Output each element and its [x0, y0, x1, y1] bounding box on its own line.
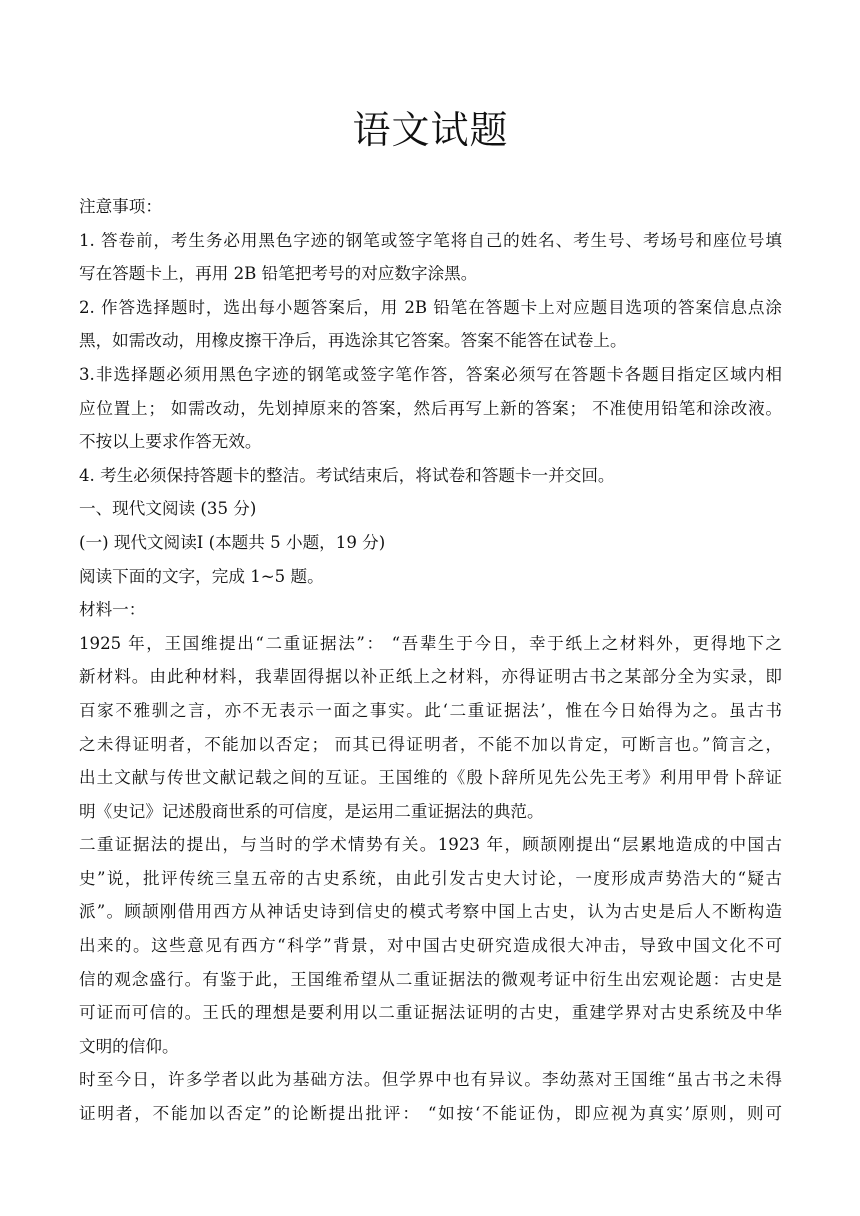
text-line: 3.非选择题必须用黑色字迹的钢笔或签字笔作答，答案必须写在答题卡各题目指定区域内相 [79, 364, 782, 384]
text-line: 不按以上要求作答无效。 [79, 432, 262, 452]
text-line: 百家不雅驯之言，亦不无表示一面之事实。此‘二重证据法’，惟在今日始得为之。虽古书 [79, 700, 782, 720]
text-line: 2. 作答选择题时，选出每小题答案后，用 2B 铅笔在答题卡上对应题目选项的答案信息点涂 [79, 297, 782, 317]
text-line: 信的观念盛行。有鉴于此，王国维希望从二重证据法的微观考证中衍生出宏观论题：古史是 [79, 969, 782, 989]
text-line: 注意事项： [79, 197, 162, 216]
text-line: 二重证据法的提出，与当时的学术情势有关。1923 年，顾颉刚提出“层累地造成的中国古 [79, 835, 782, 855]
text-line: 黑，如需改动，用橡皮擦干净后，再选涂其它答案。答案不能答在试卷上。 [79, 331, 627, 351]
document-body [79, 190, 782, 1131]
text-line: 出来的。这些意见有西方“科学”背景，对中国古史研究造成很大冲击，导致中国文化不可 [79, 936, 782, 956]
text-line: 文明的信仰。 [79, 1036, 179, 1056]
text-line: 1925 年，王国维提出“二重证据法”： “吾辈生于今日，幸于纸上之材料外，更得地下之 [79, 633, 782, 653]
text-line: 应位置上； 如需改动，先划掉原来的答案，然后再写上新的答案； 不准使用铅笔和涂改液。 [79, 398, 783, 418]
text-line: 之未得证明者，不能加以否定； 而其已得证明者，不能不加以肯定，可断言也。”简言之， [79, 734, 782, 754]
text-line: 可证而可信的。王氏的理想是要利用以二重证据法证明的古史，重建学界对古史系统及中华 [79, 1003, 782, 1023]
text-line: 一、现代文阅读 (35 分) [79, 499, 257, 519]
text-line: 材料一： [79, 600, 146, 620]
text-line: 时至今日，许多学者以此为基础方法。但学界中也有异议。李幼蒸对王国维“虽古书之未得 [79, 1070, 782, 1090]
text-line: 史”说，批评传统三皇五帝的古史系统，由此引发古史大讨论，一度形成声势浩大的“疑古 [79, 868, 782, 888]
text-line: 4. 考生必须保持答题卡的整洁。考试结束后，将试卷和答题卡一并交回。 [79, 465, 615, 485]
text-line: 写在答题卡上，再用 2B 铅笔把考号的对应数字涂黑。 [79, 264, 478, 284]
text-line: 新材料。由此种材料，我辈固得据以补正纸上之材料，亦得证明古书之某部分全为实录，即 [79, 667, 782, 687]
text-line: 出土文献与传世文献记载之间的互证。王国维的《殷卜辞所见先公先王考》利用甲骨卜辞证 [79, 768, 782, 788]
text-line: 1. 答卷前，考生务必用黑色字迹的钢笔或签字笔将自己的姓名、考生号、考场号和座位号填 [79, 230, 782, 250]
page-title: 语文试题 [352, 108, 509, 152]
text-line: (一) 现代文阅读Ⅰ (本题共 5 小题，19 分) [79, 532, 386, 552]
text-line: 明《史记》记述殷商世系的可信度，是运用二重证据法的典范。 [79, 801, 544, 821]
text-line: 派”。顾颉刚借用西方从神话史诗到信史的模式考察中国上古史，认为古史是后人不断构造 [79, 902, 782, 922]
text-line: 阅读下面的文字，完成 1~5 题。 [79, 566, 324, 586]
text-line: 证明者，不能加以否定”的论断提出批评： “如按‘不能证伪，即应视为真实’原则，则可 [79, 1104, 782, 1124]
